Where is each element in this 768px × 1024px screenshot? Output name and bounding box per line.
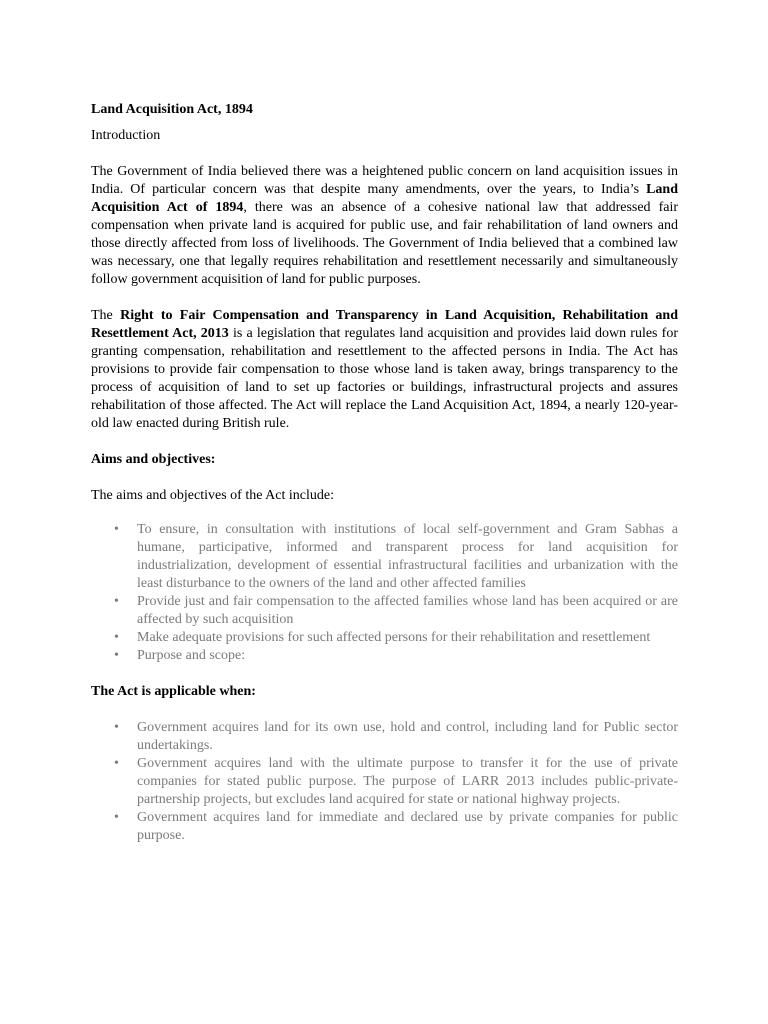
list-item bbox=[91, 593, 678, 629]
introduction-label: Introduction bbox=[91, 128, 161, 143]
intro-paragraph-text-1: The Government of India believed there was a heightened public concern on land acquisition issues in India. Of particular concern was that despite many amendments, over the years, to India’s bbox=[91, 164, 678, 197]
list-item bbox=[91, 647, 678, 665]
intro-paragraph-text-2: , there was an absence of a cohesive national law that addressed fair compensation when private land is acquired for public use, and fair rehabilitation of land owners and those directly affected from loss of livelihoods. The Government of India believed that a combined law was necessary, one that legally requires rehabilitation and resettlement necessarily and simultaneously follow government acquisition of land for public purposes. bbox=[91, 200, 678, 287]
bullet-icon: • bbox=[114, 720, 119, 735]
bullet-icon: • bbox=[114, 756, 119, 771]
list-item bbox=[91, 755, 678, 809]
list-item bbox=[91, 629, 678, 647]
list-item bbox=[91, 719, 678, 755]
list-item-text: Government acquires land for its own use, hold and control, including land for Public sector undertakings. bbox=[137, 720, 678, 753]
list-item bbox=[91, 521, 678, 593]
list-item-text: Government acquires land with the ultimate purpose to transfer it for the use of private companies for stated public purpose. The purpose of LARR 2013 includes public-private-partnership projects, but excludes land acquired for state or national highway projects. bbox=[137, 756, 678, 807]
aims-list bbox=[91, 521, 678, 665]
bullet-icon: • bbox=[114, 594, 119, 609]
intro-paragraph bbox=[91, 163, 678, 289]
rfctlarr-paragraph bbox=[91, 307, 678, 433]
bullet-icon: • bbox=[114, 810, 119, 825]
rfctlarr-paragraph-text-1: The bbox=[91, 308, 121, 323]
act-2013-bold: Right to Fair Compensation and Transparency in Land Acquisition, Rehabilitation and Resettlement Act, 2013 bbox=[91, 308, 678, 341]
applicable-heading: The Act is applicable when: bbox=[91, 684, 256, 699]
list-item-text: Provide just and fair compensation to the affected families whose land has been acquired or are affected by such acquisition bbox=[137, 594, 678, 627]
bullet-icon: • bbox=[114, 630, 119, 645]
bullet-icon: • bbox=[114, 648, 119, 663]
applicable-list bbox=[91, 719, 678, 845]
list-item bbox=[91, 809, 678, 845]
list-item-text: Purpose and scope: bbox=[137, 648, 246, 663]
bullet-icon: • bbox=[114, 522, 119, 537]
list-item-text: Government acquires land for immediate and declared use by private companies for public purpose. bbox=[137, 810, 678, 843]
list-item-text: Make adequate provisions for such affected persons for their rehabilitation and resettlement bbox=[137, 630, 651, 645]
rfctlarr-paragraph-text-2: is a legislation that regulates land acquisition and provides laid down rules for granting compensation, rehabilitation and resettlement to the affected persons in India. The Act has provisions to provide fair compensation to those whose land is taken away, brings transparency to the process of acquisition of land to set up factories or buildings, infrastructural projects and assures rehabilitation of those affected. The Act will replace the Land Acquisition Act, 1894, a nearly 120-year-old law enacted during British rule. bbox=[91, 326, 678, 431]
act-1894-bold: Land Acquisition Act of 1894 bbox=[91, 182, 678, 215]
document-page bbox=[91, 101, 678, 863]
document-title: Land Acquisition Act, 1894 bbox=[91, 102, 253, 117]
aims-heading: Aims and objectives: bbox=[91, 452, 216, 467]
aims-lead: The aims and objectives of the Act include: bbox=[91, 488, 334, 503]
list-item-text: To ensure, in consultation with institutions of local self-government and Gram Sabhas a humane, participative, informed and transparent process for land acquisition for industrialization, development of essential infrastructural facilities and urbanization with the least disturbance to the owners of the land and other affected families bbox=[137, 522, 678, 591]
